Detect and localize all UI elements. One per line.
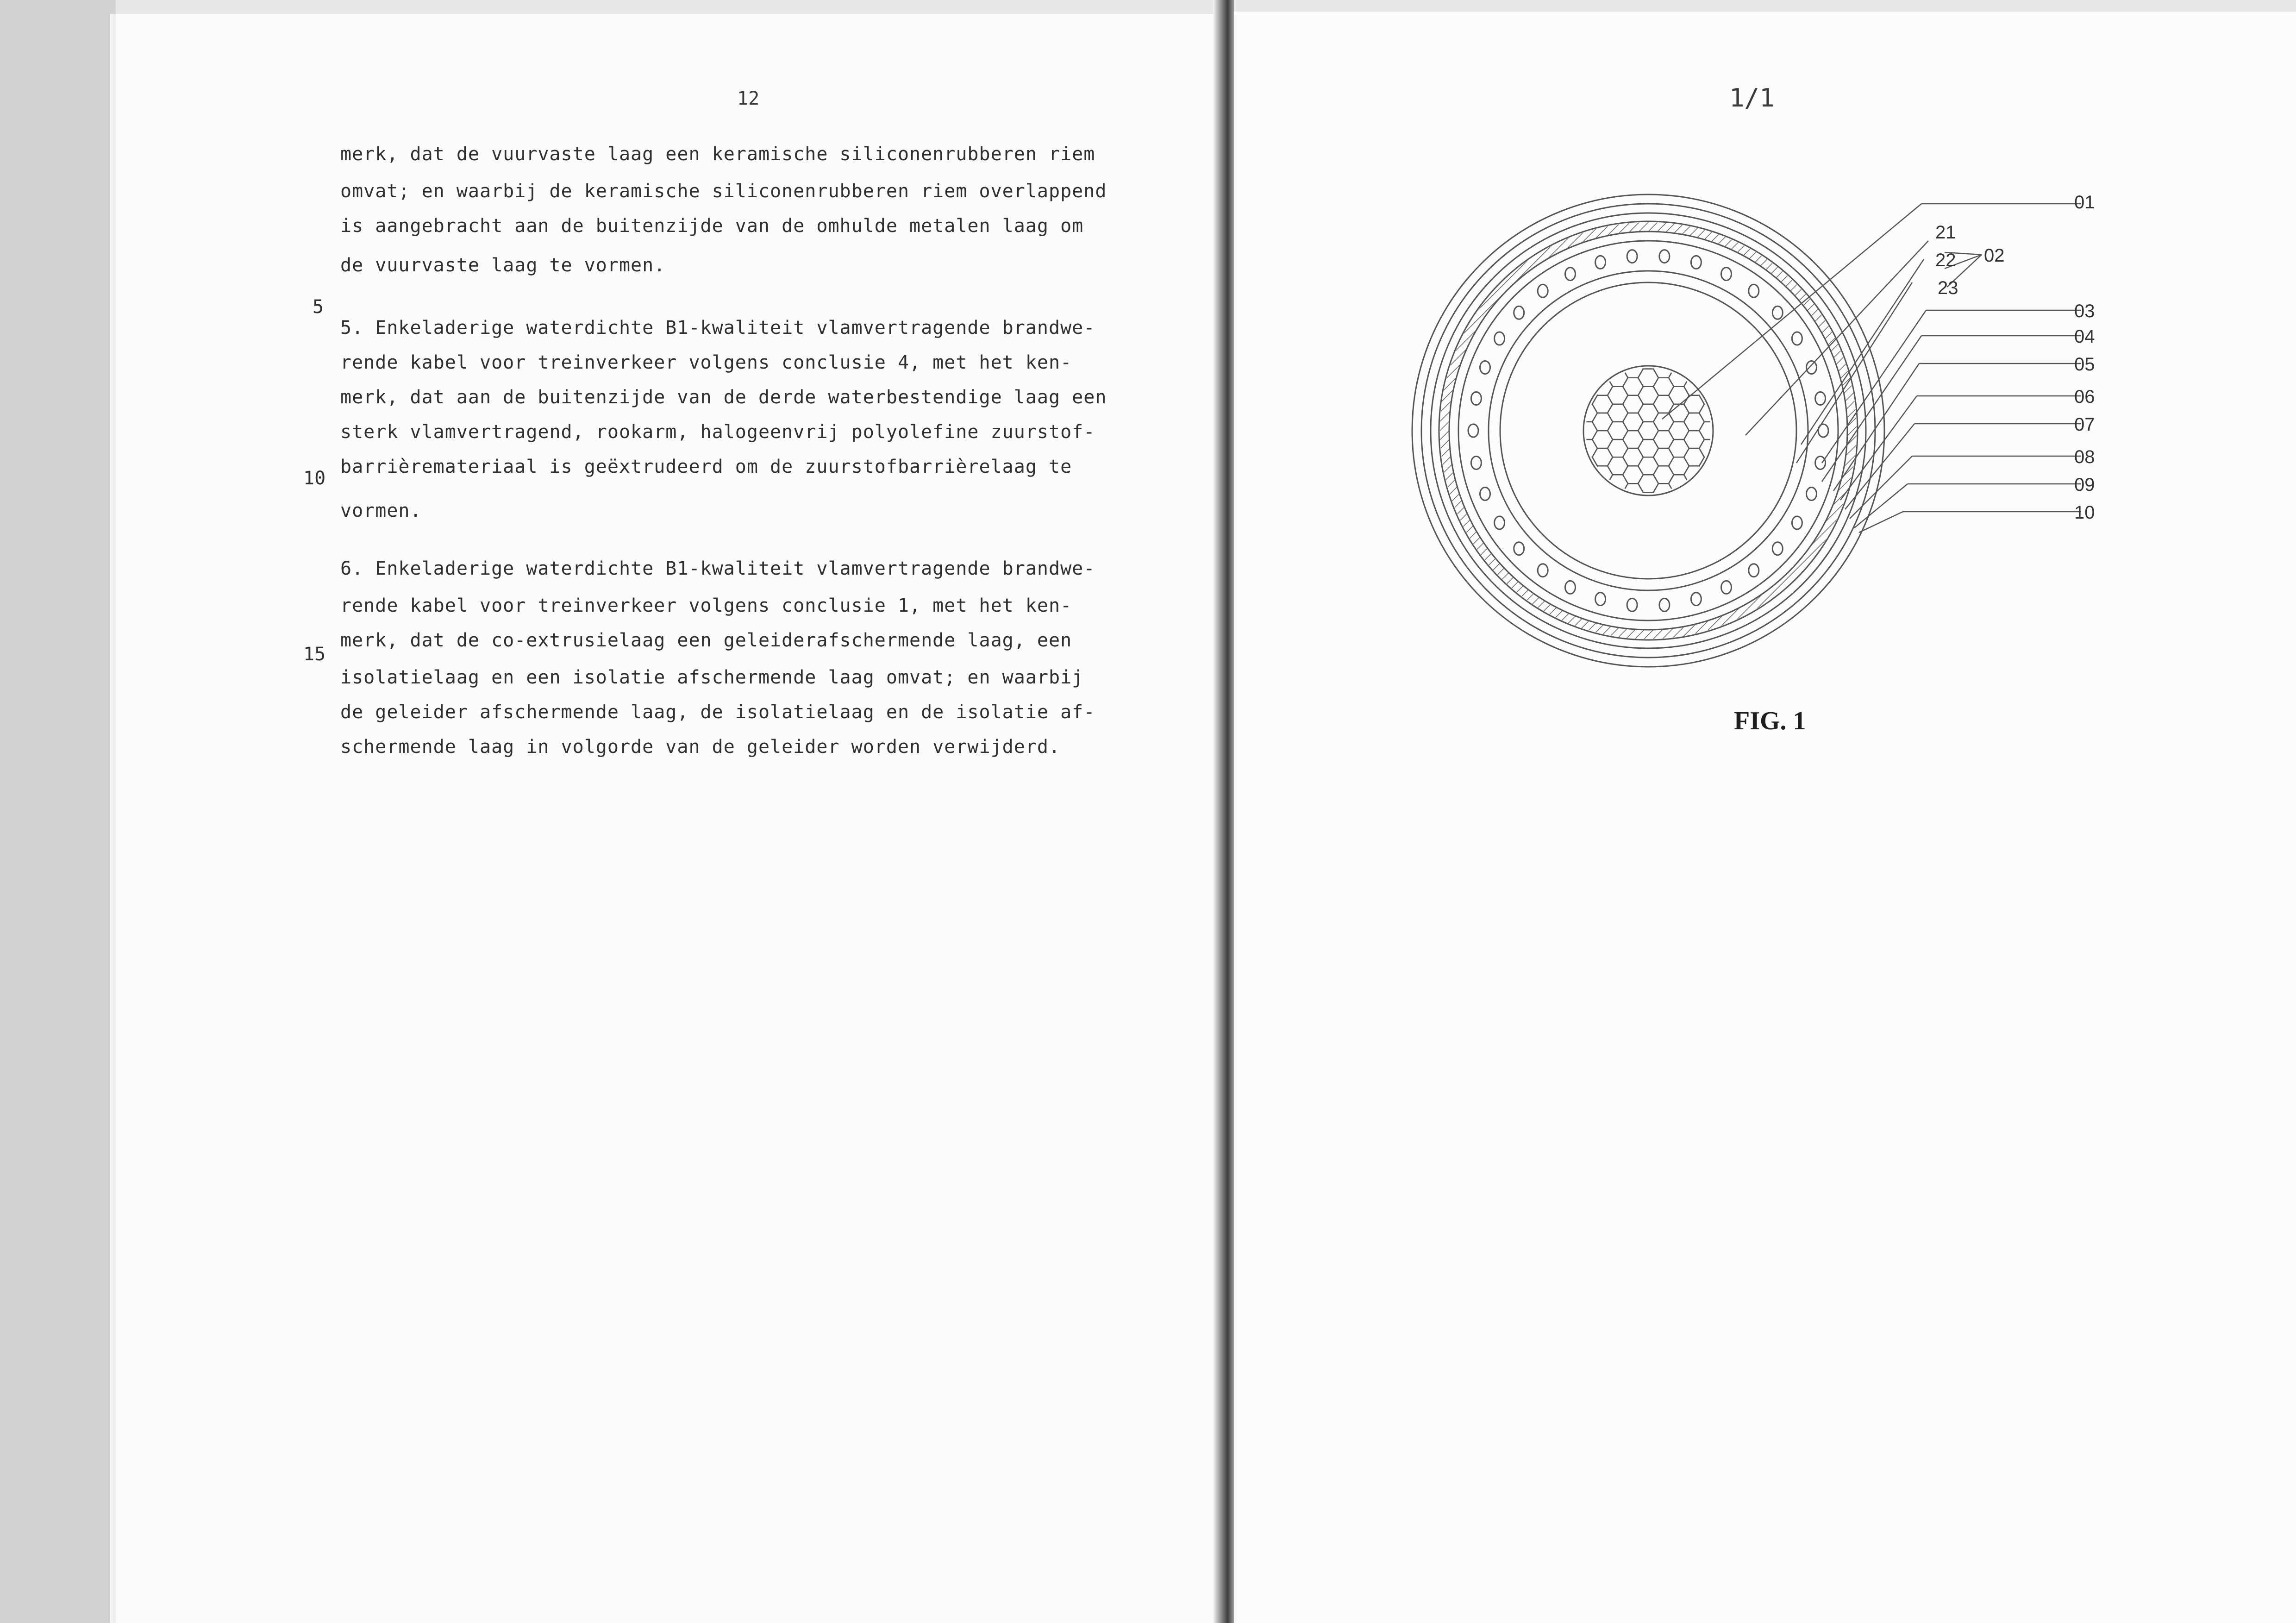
claim-text-line: omvat; en waarbij de keramische siliconenrubberen riem overlappend — [340, 181, 1107, 202]
conductor-strand — [1699, 369, 1720, 387]
metal-wire — [1721, 268, 1732, 281]
claim-text-line: merk, dat de vuurvaste laag een keramische siliconenrubberen riem — [340, 144, 1095, 165]
metal-wire — [1538, 564, 1548, 577]
hatched-layer — [1440, 222, 1857, 639]
figure-caption: FIG. 1 — [1734, 707, 1806, 735]
metal-wire — [1807, 488, 1817, 501]
conductor-strand — [1684, 519, 1704, 537]
conductor-strand — [1638, 510, 1658, 528]
conductor-strand — [1714, 378, 1735, 395]
claim-text-line: merk, dat aan de buitenzijde van de derde waterbestendige laag een — [340, 387, 1107, 408]
conductor-strand — [1714, 413, 1735, 431]
conductor-strand — [1562, 483, 1582, 501]
metal-wire — [1471, 457, 1481, 470]
claim-text-line: 5. Enkeladerige waterdichte B1-kwaliteit vlamvertragende brandwe- — [340, 317, 1095, 338]
conductor-strand — [1562, 395, 1582, 413]
ref-label: 07 — [2074, 414, 2095, 435]
conductor-strand — [1592, 519, 1613, 537]
conductor-strand — [1592, 360, 1613, 378]
metal-wire — [1595, 593, 1606, 606]
cable-layers — [1412, 194, 1884, 667]
conductor-strand — [1714, 431, 1735, 448]
metal-wire — [1480, 488, 1490, 501]
page-number-right: 1/1 — [1729, 83, 1775, 113]
conductor-strand — [1562, 519, 1582, 537]
conductor-strand — [1592, 501, 1613, 519]
conductor-strand — [1577, 333, 1597, 351]
metal-wire — [1627, 598, 1637, 611]
conductor-strand — [1714, 483, 1735, 501]
ref-label: 06 — [2074, 387, 2095, 407]
metal-wire — [1691, 256, 1701, 269]
conductor-strand — [1669, 333, 1689, 351]
conductor-strand — [1608, 492, 1628, 510]
conductor-strand — [1653, 343, 1674, 360]
metal-wire — [1565, 581, 1576, 594]
claim-text-line: isolatielaag en een isolatie afschermende laag omvat; en waarbij — [340, 667, 1084, 688]
conductor-strand — [1699, 422, 1720, 439]
metal-wire — [1538, 284, 1548, 297]
conductor-strand — [1608, 333, 1628, 351]
conductor-strand — [1714, 395, 1735, 413]
ref-label: 02 — [1984, 245, 2005, 266]
ref-label: 03 — [2074, 301, 2095, 321]
metal-wire — [1815, 392, 1826, 405]
ref-label: 01 — [2074, 192, 2095, 213]
metal-wire — [1772, 306, 1783, 319]
line-number: 15 — [303, 644, 326, 665]
conductor-strand — [1699, 439, 1720, 457]
leader-line — [1801, 259, 1924, 445]
conductor-strand — [1699, 475, 1720, 492]
conductor-strand — [1562, 466, 1582, 483]
conductor-strand — [1562, 360, 1582, 378]
conductor-strand — [1714, 501, 1735, 519]
page-number-left: 12 — [737, 88, 760, 109]
conductor-strand — [1669, 492, 1689, 510]
conductor-strand — [1592, 343, 1613, 360]
metal-wire — [1691, 593, 1701, 606]
conductor-strand — [1699, 510, 1720, 528]
conductor-strand — [1684, 343, 1704, 360]
metal-wire — [1792, 516, 1802, 529]
conductor-strand — [1714, 360, 1735, 378]
reference-labels — [1935, 192, 2095, 523]
claim-text-line: barrièremateriaal is geëxtrudeerd om de zuurstofbarrièrelaag te — [340, 456, 1072, 477]
metal-wire — [1815, 457, 1826, 470]
claim-text-line: merk, dat de co-extrusielaag een geleiderafschermende laag, een — [340, 630, 1072, 651]
ref-label: 08 — [2074, 447, 2095, 467]
conductor-strand — [1562, 413, 1582, 431]
conductor-strand — [1714, 519, 1735, 537]
conductor-strand — [1562, 378, 1582, 395]
metal-wire-ring — [1468, 250, 1828, 612]
claim-text-line: vormen. — [340, 500, 422, 521]
conductor-strand — [1714, 343, 1735, 360]
conductor-strand — [1684, 360, 1704, 378]
metal-wire — [1565, 268, 1576, 281]
conductor-strand — [1653, 501, 1674, 519]
conductor-strand — [1577, 492, 1597, 510]
conductor-strand — [1577, 369, 1597, 387]
ref-label: 22 — [1935, 250, 1956, 270]
conductor-strand — [1562, 343, 1582, 360]
conductor-strand — [1608, 510, 1628, 528]
metal-wire — [1514, 542, 1524, 555]
metal-wire — [1772, 542, 1783, 555]
conductor-strand — [1562, 448, 1582, 466]
leader-line — [1822, 310, 1926, 463]
conductor-strand — [1699, 333, 1720, 351]
conductor-strand — [1714, 466, 1735, 483]
conductor-strand — [1623, 519, 1643, 537]
layer-ring — [1458, 241, 1838, 620]
ref-label: 09 — [2074, 475, 2095, 495]
layer-ring — [1500, 282, 1796, 579]
line-number: 10 — [303, 468, 326, 489]
metal-wire — [1721, 581, 1732, 594]
metal-wire — [1627, 250, 1637, 263]
conductor-strand — [1684, 501, 1704, 519]
metal-wire — [1807, 361, 1817, 374]
metal-wire — [1792, 332, 1802, 345]
claim-text-line: sterk vlamvertragend, rookarm, halogeenvrij polyolefine zuurstof- — [340, 421, 1095, 443]
conductor-strand — [1669, 510, 1689, 528]
ref-label: 05 — [2074, 354, 2095, 375]
leader-lines — [1662, 204, 2081, 533]
stranded-conductor — [1562, 333, 1735, 536]
conductor-strand — [1669, 351, 1689, 369]
claim-text-line: rende kabel voor treinverkeer volgens conclusie 1, met het ken- — [340, 595, 1072, 616]
conductor-strand — [1699, 351, 1720, 369]
metal-wire — [1749, 564, 1759, 577]
layer-ring — [1412, 194, 1884, 667]
conductor-strand — [1714, 448, 1735, 466]
claim-text-line: is aangebracht aan de buitenzijde van de omhulde metalen laag om — [340, 215, 1084, 237]
conductor-strand — [1699, 492, 1720, 510]
conductor-strand — [1653, 519, 1674, 537]
metal-wire — [1659, 598, 1670, 611]
metal-wire — [1659, 250, 1670, 263]
conductor-strand — [1684, 483, 1704, 501]
conductor-strand — [1592, 483, 1613, 501]
line-number: 5 — [313, 296, 324, 318]
metal-wire — [1595, 256, 1606, 269]
layer-ring — [1489, 271, 1808, 590]
claim-text-line: de vuurvaste laag te vormen. — [340, 255, 666, 276]
conductor-strand — [1638, 333, 1658, 351]
ref-label: 23 — [1938, 278, 1958, 298]
metal-wire — [1749, 284, 1759, 297]
metal-wire — [1514, 306, 1524, 319]
conductor-strand — [1577, 510, 1597, 528]
claim-text-line: 6. Enkeladerige waterdichte B1-kwaliteit vlamvertragende brandwe- — [340, 558, 1095, 579]
conductor-strand — [1608, 351, 1628, 369]
metal-wire — [1495, 332, 1505, 345]
conductor-strand — [1623, 501, 1643, 519]
conductor-strand — [1577, 475, 1597, 492]
ref-label: 04 — [2074, 326, 2095, 347]
metal-wire — [1480, 361, 1490, 374]
layer-ring — [1449, 232, 1847, 630]
metal-wire — [1468, 424, 1478, 437]
claim-text-line: rende kabel voor treinverkeer volgens conclusie 4, met het ken- — [340, 352, 1072, 373]
claim-text-line: de geleider afschermende laag, de isolatielaag en de isolatie af- — [340, 702, 1095, 723]
metal-wire — [1471, 392, 1481, 405]
layer-ring — [1431, 213, 1866, 648]
conductor-strand — [1562, 431, 1582, 448]
layer-ring — [1421, 204, 1875, 658]
ref-label: 21 — [1935, 222, 1956, 243]
conductor-strand — [1562, 501, 1582, 519]
claim-text-line: schermende laag in volgorde van de geleider worden verwijderd. — [340, 736, 1061, 758]
conductor-strand — [1623, 343, 1643, 360]
metal-wire — [1495, 516, 1505, 529]
conductor-strand — [1577, 351, 1597, 369]
ref-label: 10 — [2074, 502, 2095, 523]
conductor-strand — [1699, 404, 1720, 422]
